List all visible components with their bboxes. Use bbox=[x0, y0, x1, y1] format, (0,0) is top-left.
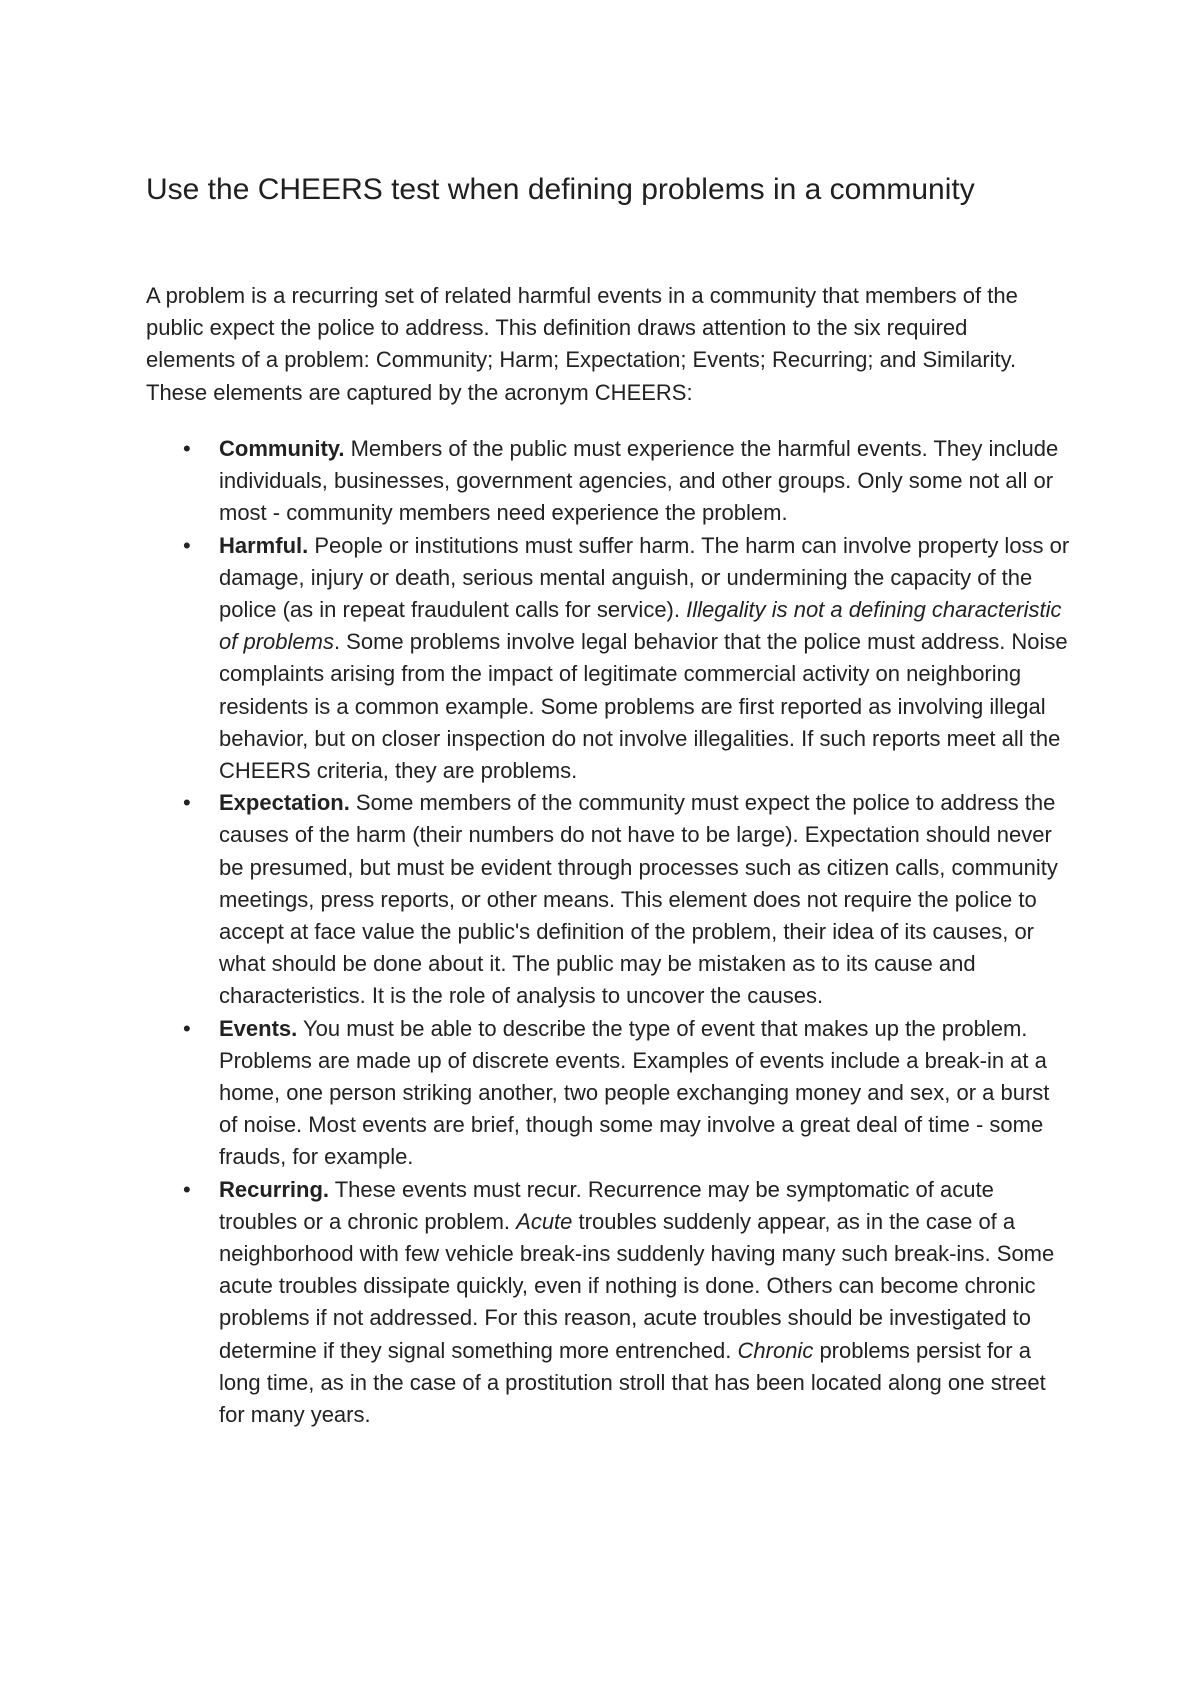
bullet-icon: • bbox=[183, 790, 191, 816]
item-text: These events must recur. Recurrence may be symptomatic of acute troubles or a chronic problem. bbox=[219, 1176, 994, 1234]
item-emphasis: Chronic bbox=[737, 1337, 814, 1363]
item-term: Recurring. bbox=[219, 1176, 330, 1202]
item-text: Some members of the community must expect the police to address the causes of the harm (their numbers do not have to be large). Expectation should never be presumed, but must be evident through processes such as citizen calls, community meetings, press reports, or other means. This element does not require the police to accept at face value the public's definition of the problem, their idea of its causes, or what should be done about it. The public may be mistaken as to its cause and characteristics. It is the role of analysis to uncover the causes. bbox=[219, 790, 1058, 1009]
page-title: Use the CHEERS test when defining problems in a community bbox=[146, 173, 975, 206]
item-text: troubles suddenly appear, as in the case of a neighborhood with few vehicle break-ins suddenly having many such break-ins. Some acute troubles dissipate quickly, even if nothing is done. Others can become chronic problems if not addressed. For this reason, acute troubles should be investigated to determine if they signal something more entrenched. bbox=[219, 1208, 1055, 1363]
item-term: Events. bbox=[219, 1015, 298, 1041]
list-item-events bbox=[146, 1013, 1071, 1174]
item-text: problems persist for a long time, as in the case of a prostitution stroll that has been located along one street for many years. bbox=[219, 1337, 1046, 1428]
bullet-icon: • bbox=[183, 1176, 191, 1202]
list-item-recurring bbox=[146, 1174, 1071, 1432]
bullet-icon: • bbox=[183, 436, 191, 461]
item-text: Members of the public must experience the harmful events. They include individuals, businesses, government agencies, and other groups. Only some not all or most - community members need experience the problem. bbox=[219, 436, 1059, 526]
item-term: Community. bbox=[219, 436, 345, 461]
item-emphasis: Illegality is not a defining characteristic of problems bbox=[219, 597, 1062, 655]
item-text: . Some problems involve legal behavior that the police must address. Noise complaints arising from the impact of legitimate commercial activity on neighboring residents is a common example. Some problems are first reported as involving illegal behavior, but on closer inspection do not involve illegalities. If such reports meet all the CHEERS criteria, they are problems. bbox=[219, 629, 1068, 784]
item-emphasis: Acute bbox=[516, 1208, 573, 1234]
item-text: You must be able to describe the type of event that makes up the problem. Problems are made up of discrete events. Examples of events include a break-in at a home, one person striking another, two people exchanging money and sex, or a burst of noise. Most events are brief, though some may involve a great deal of time - some frauds, for example. bbox=[219, 1015, 1050, 1170]
item-term: Harmful. bbox=[219, 532, 309, 558]
intro-paragraph: A problem is a recurring set of related harmful events in a community that members of the public expect the police to address. This definition draws attention to the six required elements of a problem: Community; Harm; Expectation; Events; Recurring; and Similarity. These elements are captured by the acronym CHEERS: bbox=[146, 283, 1018, 405]
cheers-list bbox=[146, 433, 1071, 1431]
item-text: People or institutions must suffer harm. The harm can involve property loss or damage, injury or death, serious mental anguish, or undermining the capacity of the police (as in repeat fraudulent calls for service). bbox=[219, 532, 1070, 623]
list-item-community bbox=[146, 433, 1071, 530]
bullet-icon: • bbox=[183, 1015, 191, 1041]
list-item-harmful bbox=[146, 530, 1071, 788]
list-item-expectation bbox=[146, 787, 1071, 1012]
bullet-icon: • bbox=[183, 532, 191, 558]
item-term: Expectation. bbox=[219, 790, 350, 816]
